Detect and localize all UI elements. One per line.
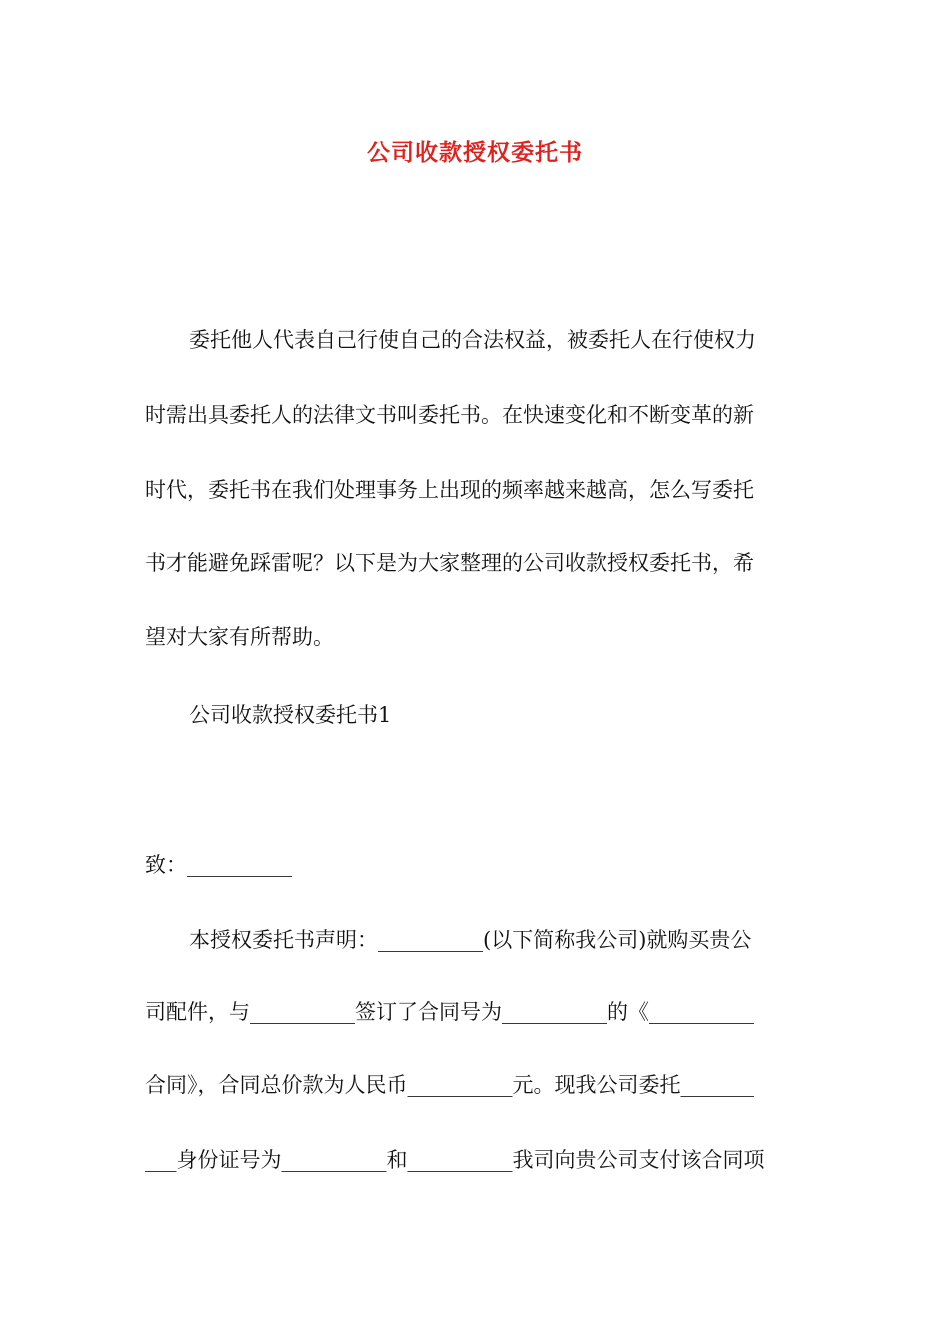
- intro-line-2: 时需出具委托人的法律文书叫委托书。在快速变化和不断变革的新: [145, 403, 754, 427]
- to-line: 致：__________: [145, 853, 292, 877]
- intro-line-3: 时代，委托书在我们处理事务上出现的频率越来越高，怎么写委托: [145, 478, 754, 502]
- body-line-2: 司配件，与__________签订了合同号为__________的《__________: [145, 1000, 754, 1024]
- intro-line-1: 委托他人代表自己行使自己的合法权益，被委托人在行使权力: [189, 328, 756, 352]
- intro-line-4: 书才能避免踩雷呢？以下是为大家整理的公司收款授权委托书，希: [145, 551, 754, 575]
- body-line-3: 合同》，合同总价款为人民币__________元。现我公司委托_______: [145, 1073, 754, 1097]
- document-title: 公司收款授权委托书: [367, 139, 583, 166]
- intro-line-5: 望对大家有所帮助。: [145, 625, 334, 649]
- body-line-1: 本授权委托书声明：__________(以下简称我公司)就购买贵公: [189, 928, 752, 952]
- body-line-4: ___身份证号为__________和__________我司向贵公司支付该合同项: [145, 1148, 765, 1172]
- section-heading: 公司收款授权委托书1: [189, 703, 392, 727]
